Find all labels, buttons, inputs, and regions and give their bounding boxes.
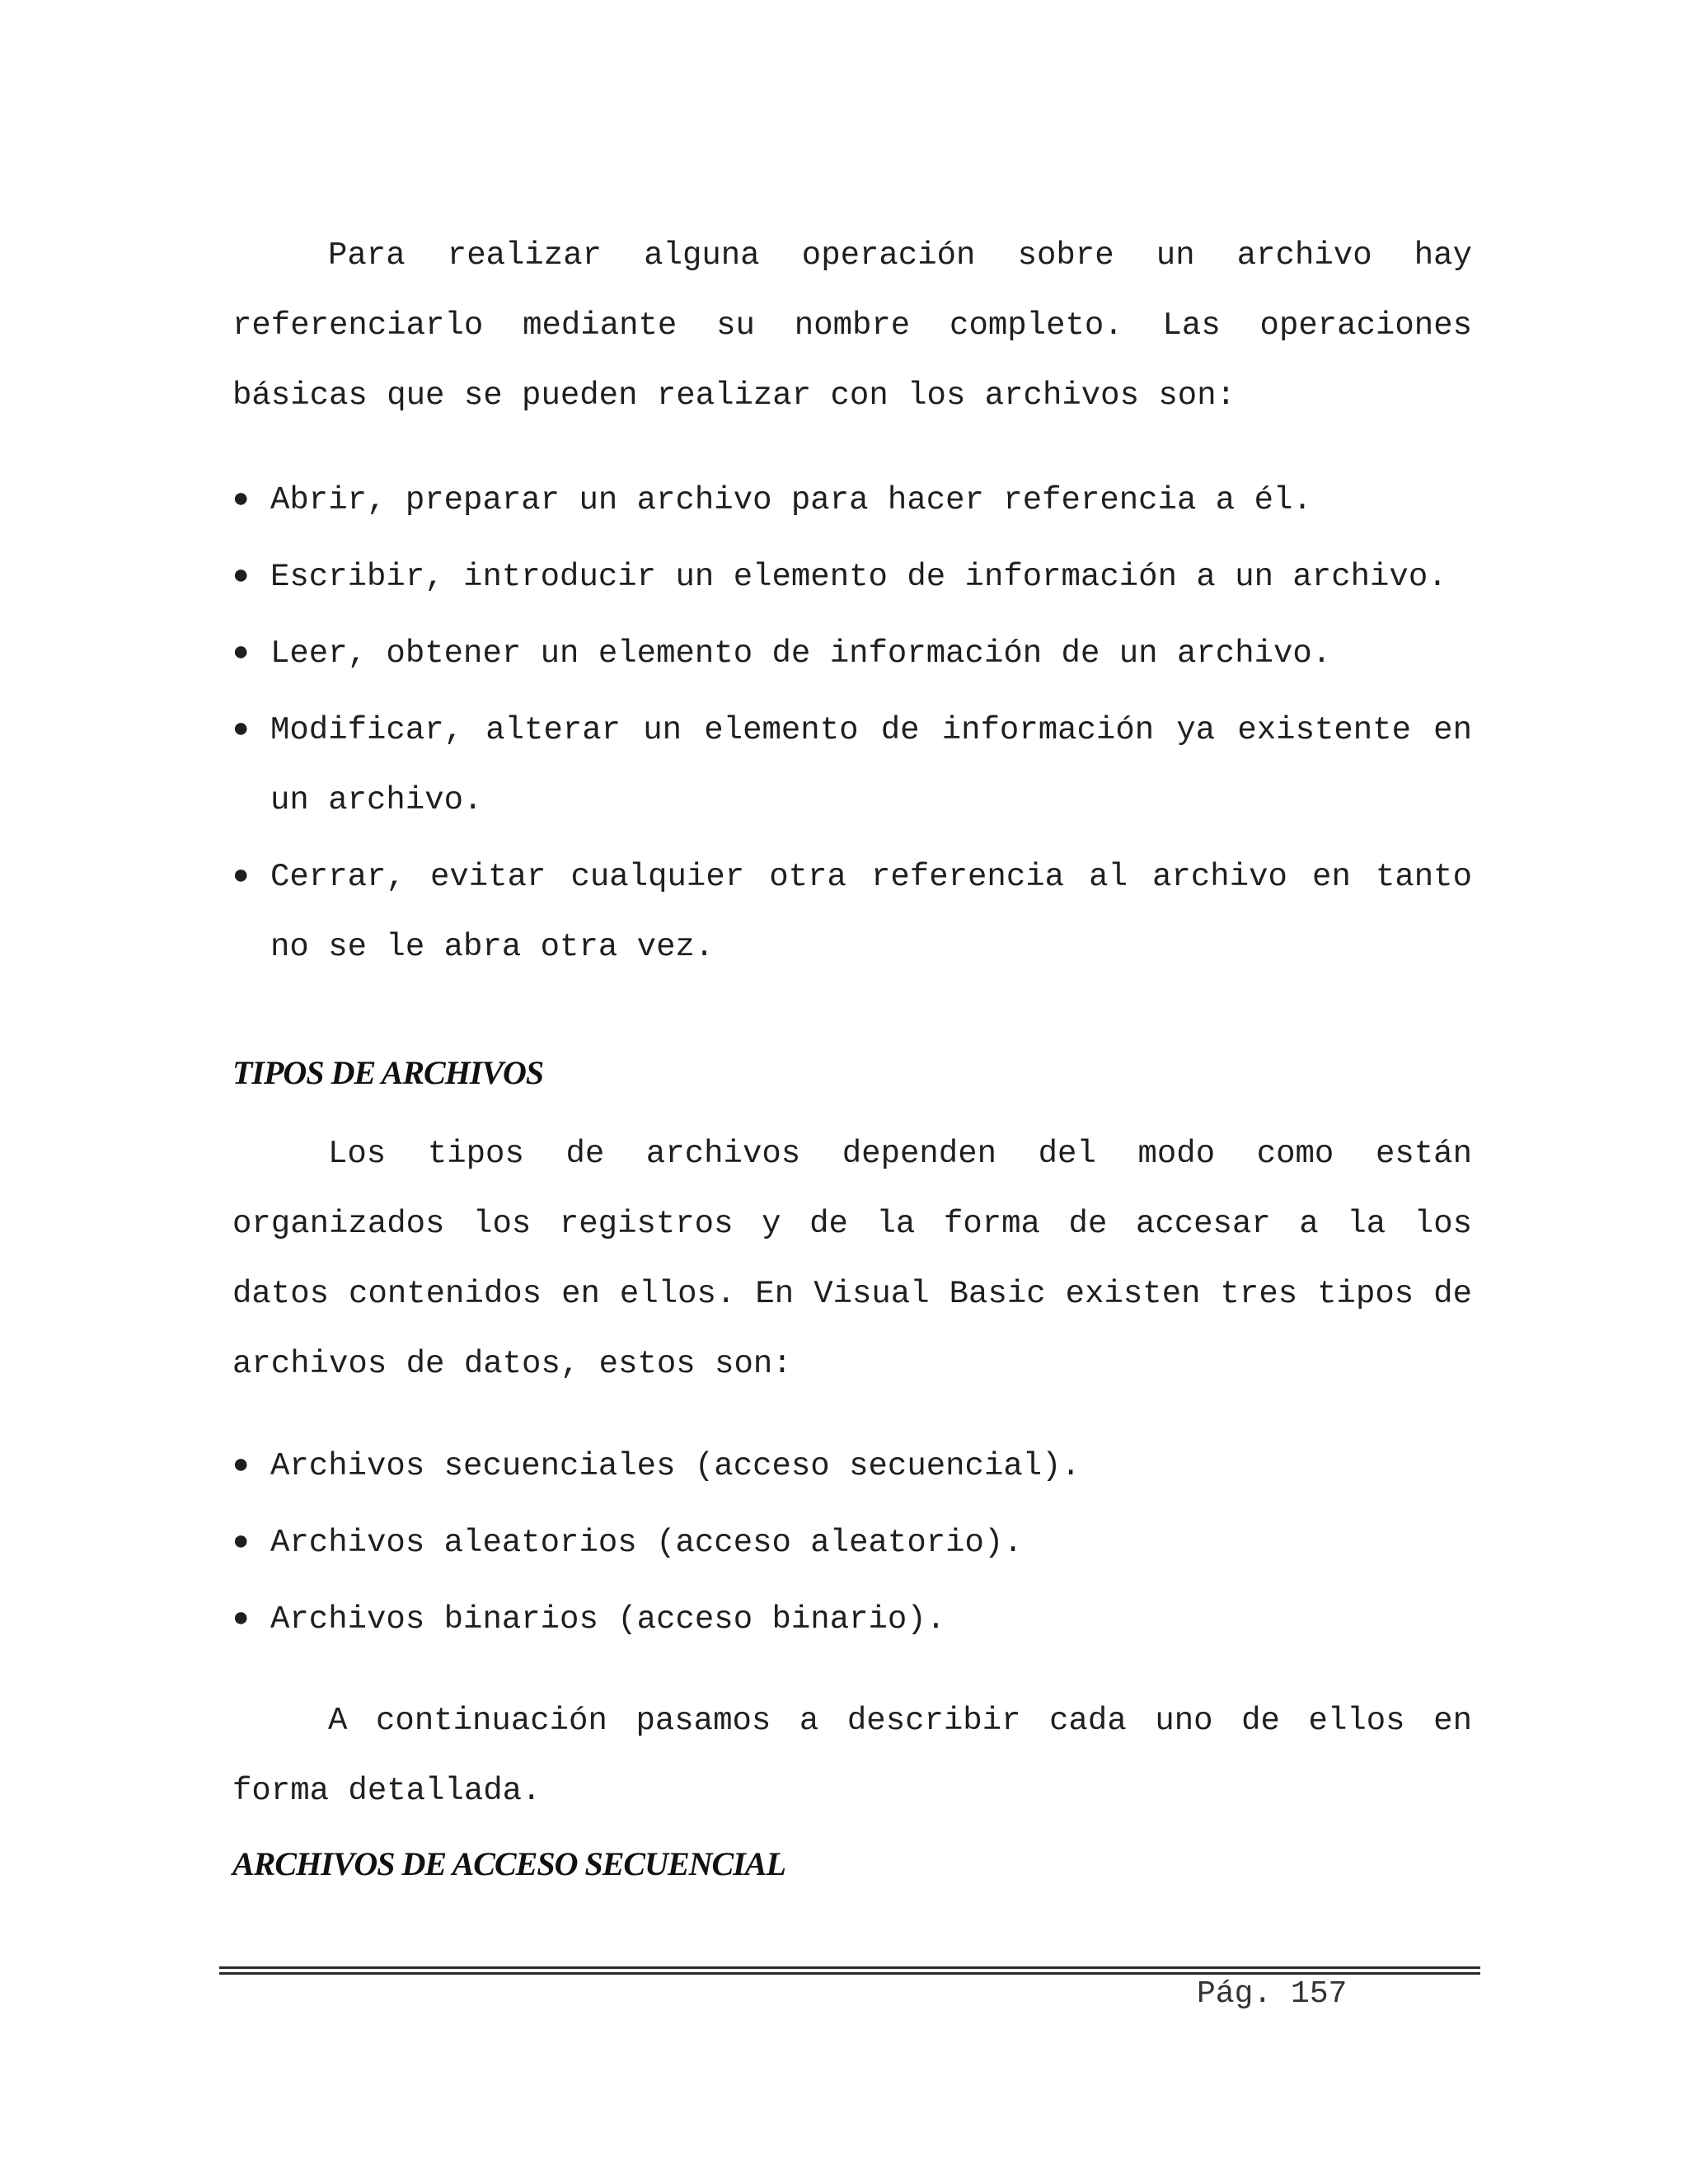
bullet-icon: ● <box>232 638 250 669</box>
bullet-icon: ● <box>232 1604 250 1635</box>
list-item <box>232 1508 1472 1578</box>
operations-list <box>232 466 1472 989</box>
list-item <box>232 1585 1472 1655</box>
page-number: Pág. 157 <box>1197 1976 1348 2012</box>
closing-paragraph: A continuación pasamos a describir cada uno de ellos en forma detallada. <box>232 1703 1472 1809</box>
footer-rule-bottom <box>219 1972 1480 1975</box>
section-heading-tipos: TIPOS DE ARCHIVOS <box>232 1054 544 1091</box>
intro-paragraph: Para realizar alguna operación sobre un archivo hay referenciarlo mediante su nombre completo. Las operaciones básicas que se pueden realizar con los archivos son: <box>232 237 1472 414</box>
list-item-text: Cerrar, evitar cualquier otra referencia al archivo en tanto no se le abra otra vez. <box>270 859 1472 965</box>
list-item <box>232 696 1472 836</box>
types-paragraph: Los tipos de archivos dependen del modo como están organizados los registros y de la forma de accesar a la los datos contenidos en ellos. En Visual Basic existen tres tipos de archivos de datos, estos son: <box>232 1136 1472 1382</box>
bullet-icon: ● <box>232 1527 250 1558</box>
list-item-text: Archivos binarios (acceso binario). <box>270 1601 946 1638</box>
list-item-text: Archivos secuenciales (acceso secuencial). <box>270 1448 1081 1484</box>
list-item-text: Abrir, preparar un archivo para hacer referencia a él. <box>270 482 1312 518</box>
list-item <box>232 619 1472 689</box>
bullet-icon: ● <box>232 561 250 593</box>
list-item-text: Modificar, alterar un elemento de información ya existente en un archivo. <box>270 712 1472 818</box>
list-item <box>232 466 1472 536</box>
list-item <box>232 542 1472 612</box>
list-item-text: Escribir, introducir un elemento de información a un archivo. <box>270 559 1447 595</box>
section-heading-secuencial: ARCHIVOS DE ACCESO SECUENCIAL <box>232 1845 785 1882</box>
bullet-icon: ● <box>232 485 250 516</box>
footer-rule-top <box>219 1966 1480 1969</box>
list-item <box>232 1432 1472 1502</box>
bullet-icon: ● <box>232 1451 250 1482</box>
bullet-icon: ● <box>232 861 250 893</box>
list-item-text: Archivos aleatorios (acceso aleatorio). <box>270 1525 1023 1561</box>
types-list <box>232 1432 1472 1661</box>
list-item <box>232 842 1472 982</box>
list-item-text: Leer, obtener un elemento de información de un archivo. <box>270 635 1332 672</box>
bullet-icon: ● <box>232 715 250 746</box>
